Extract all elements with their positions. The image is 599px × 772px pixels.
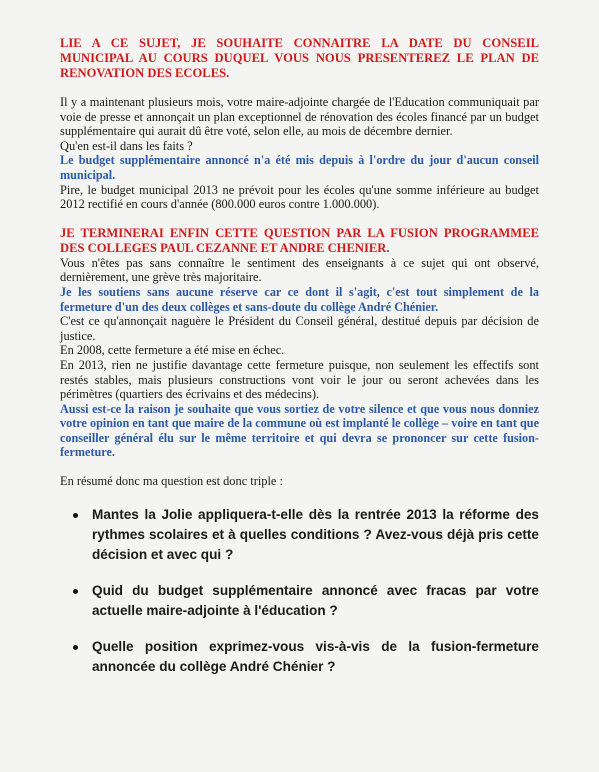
bullet-icon xyxy=(73,645,78,650)
paragraph: Qu'en est-il dans les faits ? xyxy=(60,138,193,153)
emphasis-paragraph: Le budget supplémentaire annoncé n'a été mis depuis à l'ordre du jour d'aucun conseil municipal. xyxy=(60,153,539,182)
paragraph: En 2013, rien ne justifie davantage cette fermeture puisque, non seulement les effectifs sont restés stables, mais plusieurs constructions vont voir le jour ou seront achevées dans les périmètres (quartiers des écrivains et des médecins). xyxy=(60,357,539,402)
question-item xyxy=(60,581,539,621)
summary-line: En résumé donc ma question est donc triple : xyxy=(60,474,283,489)
paragraph: Vous n'êtes pas sans connaître le sentiment des enseignants à ce sujet qui ont observé, dernièrement, une grève très majoritaire. xyxy=(60,255,539,285)
section-heading-colleges: JE TERMINERAI ENFIN CETTE QUESTION PAR LA FUSION PROGRAMMEE DES COLLEGES PAUL CEZANNE ET ANDRE CHENIER. xyxy=(60,225,539,255)
paragraph: C'est ce qu'annonçait naguère le Président du Conseil général, destitué depuis par décision de justice. xyxy=(60,314,539,343)
question-item xyxy=(60,637,539,677)
section-heading-schools: LIE A CE SUJET, JE SOUHAITE CONNAITRE LA DATE DU CONSEIL MUNICIPAL AU COURS DUQUEL VOUS NOUS PRESENTEREZ LE PLAN DE RENOVATION DES ECOLES. xyxy=(60,36,539,80)
bullet-icon xyxy=(73,589,78,594)
emphasis-paragraph: Aussi est-ce la raison je souhaite que vous sortiez de votre silence et que vous nous donniez votre opinion en tant que maire de la commune où est implanté le collège – voire en tant que conseiller général élu sur le même territoire et qui devra se prononcer sur cette fusion-fermeture. xyxy=(60,401,539,460)
paragraph: Pire, le budget municipal 2013 ne prévoit pour les écoles qu'une somme inférieure au budget 2012 rectifié en cours d'année (800.000 euros contre 1.000.000). xyxy=(60,182,539,212)
bullet-icon xyxy=(73,513,78,518)
question-text: Quid du budget supplémentaire annoncé avec fracas par votre actuelle maire-adjointe à l'éducation ? xyxy=(92,582,539,618)
question-item xyxy=(60,505,539,565)
emphasis-paragraph: Je les soutiens sans aucune réserve car ce dont il s'agit, c'est tout simplement de la fermeture d'un des deux collèges et sans-doute du collège André Chénier. xyxy=(60,284,539,314)
question-list xyxy=(60,505,539,677)
question-text: Quelle position exprimez-vous vis-à-vis de la fusion-fermeture annoncée du collège André Chénier ? xyxy=(92,638,539,674)
paragraph: Il y a maintenant plusieurs mois, votre maire-adjointe chargée de l'Education communiquait par voie de presse et annonçait un plan exceptionnel de rénovation des écoles financé par un budget supplémentaire qui aurait dû être voté, selon elle, au mois de décembre dernier. xyxy=(60,95,539,139)
paragraph: En 2008, cette fermeture a été mise en échec. xyxy=(60,343,285,358)
question-text: Mantes la Jolie appliquera-t-elle dès la rentrée 2013 la réforme des rythmes scolaires et à quelles conditions ? Avez-vous déjà pris cette décision et avec qui ? xyxy=(92,506,539,562)
